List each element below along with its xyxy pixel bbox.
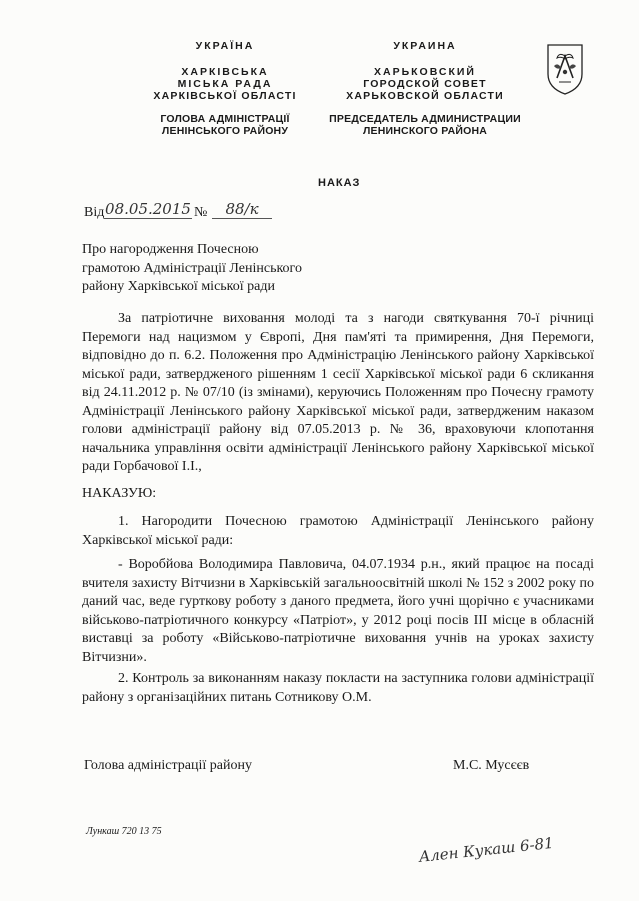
subject-line-3: району Харківської міської ради (82, 279, 275, 294)
handwritten-note: Ален Кукаш 6-81 (418, 833, 555, 866)
header-right-head-line2: ЛЕНИНСКОГО РАЙОНА (362, 125, 488, 137)
order-item-2: 2. Контроль за виконанням наказу покласти на заступника голови адміністрації району з організаційних питань Сотникову О.М. (82, 671, 594, 705)
header-left-org-line3: ХАРКІВСЬКОЇ ОБЛАСТІ (153, 90, 297, 102)
header-left-head-line2: ЛЕНІНСЬКОГО РАЙОНУ (161, 125, 289, 137)
header-right-country: УКРАИНА (393, 40, 457, 52)
header-right-head-line1: ПРЕДСЕДАТЕЛЬ АДМИНИСТРАЦИИ (329, 113, 521, 125)
coat-of-arms-icon (545, 42, 585, 96)
date-label: Від (84, 205, 105, 220)
header-left-country: УКРАЇНА (195, 40, 255, 52)
number-value: 88/к (212, 200, 272, 219)
order-item-1: 1. Нагородити Почесною грамотою Адміністрації Ленінського району Харківської міської ради: (82, 514, 594, 548)
header-left-org-line2: МІСЬКА РАДА (177, 78, 273, 90)
header-right-org-line2: ГОРОДСКОЙ СОВЕТ (363, 78, 487, 90)
header-right-org-line1: ХАРЬКОВСКИЙ (374, 66, 476, 78)
header-left-org-line1: ХАРКІВСЬКА (181, 66, 269, 78)
preamble-paragraph: За патріотичне виховання молоді та з нагоди святкування 70-ї річниці Перемоги над нацизмом у Європі, Дня пам'яті та примирення, Дня Перемоги, відповідно до п. 6.2. Положення про Адміністрацію Ленінського району Харківської міської ради, затвердженого рішенням 1 сесії Харківської міської ради 6 скликання від 24.11.2012 р. № 07/10 (із змінами), керуючись Положенням про Почесну грамоту Адміністрації Ленінського району Харківської міської ради, затвердженим наказом голови адміністрації району від 07.05.2013 р. № 36, враховуючи клопотання начальника управління освіти адміністрації Ленінського району Харківської міської ради Горбачової І.І., (82, 311, 594, 474)
date-value: 08.05.2015 (105, 200, 191, 218)
awardee-paragraph: - Воробйова Володимира Павловича, 04.07.1934 р.н., який працює на посаді вчителя захисту Вітчизни в Харківській загальноосвітній школі № 152 з 2002 року по даний час, веде гурткову роботу з даного предмета, його учні щорічно є учасниками військово-патріотичного конкурсу «Патріот», у 2012 році посів III місце в обласній виставці за роботу «Військово-патріотичне виховання учнів на уроках захисту Вітчизни». (82, 557, 594, 665)
footer-contact: Лункаш 720 13 75 (86, 826, 162, 837)
subject-line-1: Про нагородження Почесною (82, 242, 259, 257)
subject-line-2: грамотою Адміністрації Ленінського (82, 260, 302, 276)
signature-position: Голова адміністрації району (84, 758, 252, 773)
header-right-org-line3: ХАРЬКОВСКОЙ ОБЛАСТИ (346, 90, 504, 102)
document-title: НАКАЗ (318, 177, 361, 189)
order-heading: НАКАЗУЮ: (82, 486, 157, 501)
subject-block (82, 241, 342, 297)
number-label: № (194, 205, 208, 220)
signature-name: М.С. Мусєєв (453, 758, 530, 773)
header-left-head-line1: ГОЛОВА АДМІНІСТРАЦІЇ (160, 113, 290, 125)
